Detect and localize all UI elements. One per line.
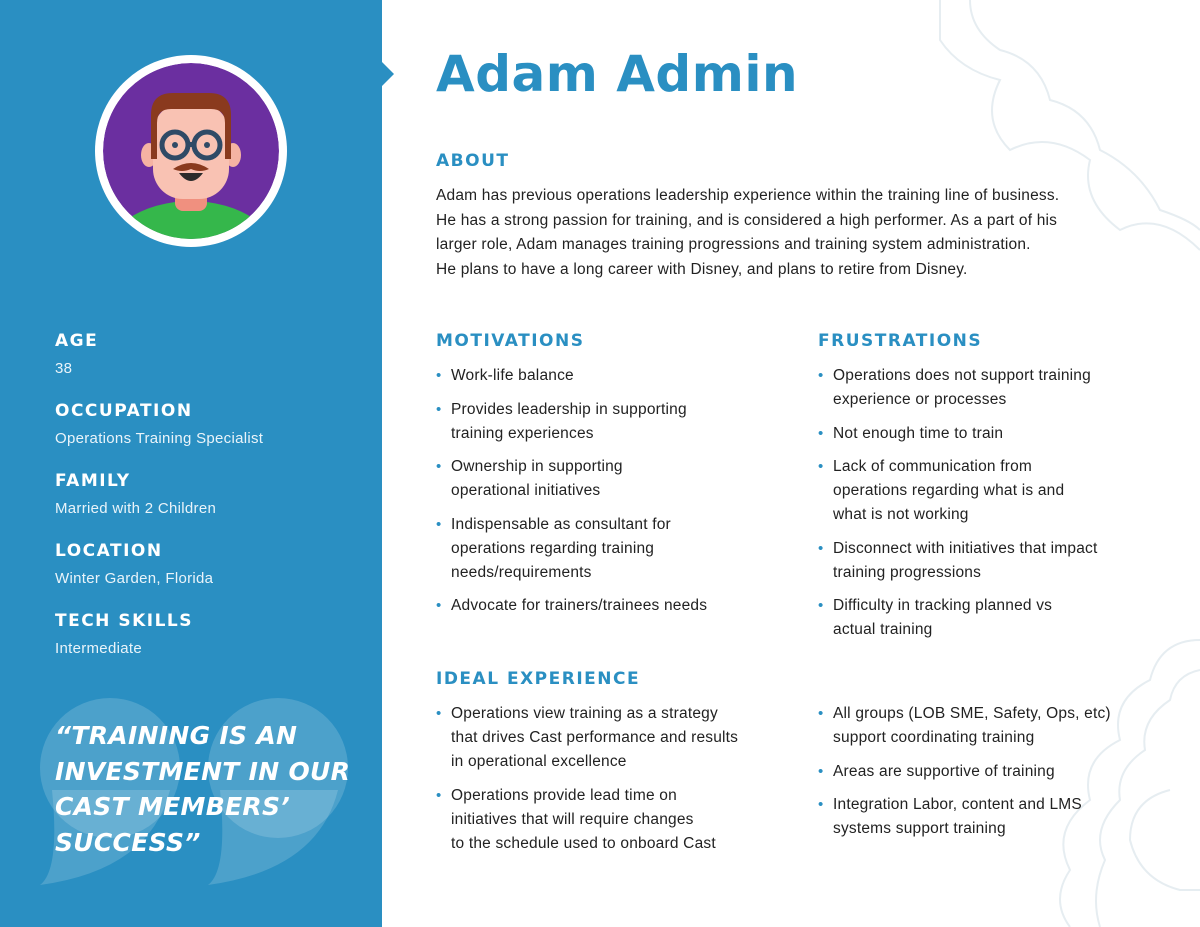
- fact-label: TECH SKILLS: [55, 611, 193, 631]
- list-item: [818, 455, 1178, 527]
- about-line: He plans to have a long career with Disney, and plans to retire from Disney.: [436, 260, 968, 278]
- bullet-icon: •: [818, 424, 824, 442]
- fact-tech-skills: [55, 610, 375, 660]
- list-item: [818, 594, 1178, 642]
- list-item-text: Areas are supportive of training: [833, 762, 1055, 780]
- list-item-text: training progressions: [833, 563, 982, 581]
- fact-label: AGE: [55, 331, 99, 351]
- fact-family: [55, 470, 375, 520]
- list-item-text: Indispensable as consultant for: [451, 515, 671, 533]
- bullet-icon: •: [818, 367, 824, 384]
- list-item-text: in operational excellence: [451, 753, 627, 770]
- list-item: [436, 398, 796, 446]
- quote-line: SUCCESS”: [55, 827, 201, 857]
- persona-sidebar: [0, 0, 382, 927]
- list-item-text: Work-life balance: [451, 367, 574, 384]
- list-item-text: experience or processes: [833, 391, 1007, 408]
- list-item: [436, 455, 796, 503]
- bullet-icon: •: [818, 762, 824, 780]
- list-item-text: initiatives that will require changes: [451, 810, 694, 828]
- motivations-title: MOTIVATIONS: [436, 331, 585, 351]
- fact-value: 38: [55, 360, 73, 377]
- fact-occupation: [55, 400, 375, 450]
- fact-value: Winter Garden, Florida: [55, 570, 214, 587]
- bullet-icon: •: [818, 597, 824, 614]
- bullet-icon: •: [436, 400, 442, 418]
- list-item-text: actual training: [833, 621, 933, 638]
- fact-label: OCCUPATION: [55, 401, 193, 421]
- persona-facts: [55, 330, 375, 680]
- bullet-icon: •: [436, 515, 442, 533]
- list-item-text: Ownership in supporting: [451, 458, 623, 475]
- list-item: [436, 364, 796, 388]
- list-item-text: Operations view training as a strategy: [451, 705, 718, 722]
- list-item: [818, 364, 1178, 412]
- motivations-list: [436, 364, 796, 628]
- sidebar-pointer: [380, 60, 394, 88]
- list-item: [436, 513, 796, 585]
- list-item: [818, 422, 1178, 446]
- bullet-icon: •: [436, 367, 442, 384]
- list-item-text: Not enough time to train: [833, 424, 1004, 442]
- list-item-text: training experiences: [451, 424, 594, 442]
- list-item-text: support coordinating training: [833, 729, 1035, 746]
- persona-quote: [55, 718, 375, 860]
- list-item: [436, 594, 796, 618]
- bullet-icon: •: [818, 539, 824, 557]
- bullet-icon: •: [436, 458, 442, 475]
- list-item-text: operations regarding training: [451, 539, 655, 557]
- about-line: He has a strong passion for training, and is considered a high performer. As a part of his: [436, 211, 1058, 229]
- quote-line: INVESTMENT IN OUR: [55, 756, 351, 786]
- list-item-text: Advocate for trainers/trainees needs: [451, 597, 708, 614]
- frustrations-list: [818, 364, 1178, 652]
- fact-value: Married with 2 Children: [55, 500, 217, 517]
- list-item: [818, 760, 1178, 784]
- quote-line: “TRAINING IS AN: [55, 721, 298, 750]
- list-item-text: Disconnect with initiatives that impact: [833, 539, 1098, 557]
- bullet-icon: •: [818, 458, 824, 475]
- list-item: [436, 702, 796, 774]
- about-line: larger role, Adam manages training progressions and training system administration.: [436, 236, 1031, 253]
- bullet-icon: •: [436, 705, 442, 722]
- list-item-text: what is not working: [833, 506, 969, 523]
- list-item-text: needs/requirements: [451, 563, 592, 581]
- list-item-text: Provides leadership in supporting: [451, 400, 687, 418]
- persona-name: Adam Admin: [436, 45, 799, 103]
- list-item: [436, 784, 796, 856]
- fact-value: Intermediate: [55, 640, 142, 657]
- list-item: [818, 537, 1178, 585]
- bullet-icon: •: [818, 705, 824, 722]
- list-item-text: All groups (LOB SME, Safety, Ops, etc): [833, 705, 1111, 722]
- ideal-experience-title: IDEAL EXPERIENCE: [436, 669, 641, 689]
- bullet-icon: •: [436, 786, 442, 804]
- list-item-text: to the schedule used to onboard Cast: [451, 834, 716, 852]
- bullet-icon: •: [436, 597, 442, 614]
- list-item-text: Operations does not support training: [833, 367, 1091, 384]
- ideal-experience-list-right: [818, 702, 1178, 851]
- ideal-experience-list-left: [436, 702, 796, 865]
- about-title: ABOUT: [436, 151, 510, 171]
- list-item-text: Lack of communication from: [833, 458, 1033, 475]
- quote-line: CAST MEMBERS’: [55, 792, 291, 821]
- list-item-text: systems support training: [833, 820, 1006, 837]
- bullet-icon: •: [818, 796, 824, 813]
- fact-age: [55, 330, 375, 380]
- fact-label: FAMILY: [55, 471, 131, 491]
- fact-value: Operations Training Specialist: [55, 430, 264, 447]
- avatar: [95, 55, 287, 247]
- list-item-text: Operations provide lead time on: [451, 786, 677, 804]
- fact-location: [55, 540, 375, 590]
- fact-label: LOCATION: [55, 541, 163, 561]
- list-item-text: Difficulty in tracking planned vs: [833, 597, 1053, 614]
- list-item-text: operations regarding what is and: [833, 482, 1065, 499]
- list-item-text: operational initiatives: [451, 482, 601, 499]
- list-item-text: Integration Labor, content and LMS: [833, 796, 1082, 813]
- list-item: [818, 702, 1178, 750]
- about-line: Adam has previous operations leadership experience within the training line of business.: [436, 187, 1060, 204]
- frustrations-title: FRUSTRATIONS: [818, 331, 983, 351]
- list-item: [818, 793, 1178, 841]
- cartoon-man-avatar-icon: [103, 63, 279, 239]
- list-item-text: that drives Cast performance and results: [451, 729, 739, 746]
- about-text: [436, 184, 1156, 282]
